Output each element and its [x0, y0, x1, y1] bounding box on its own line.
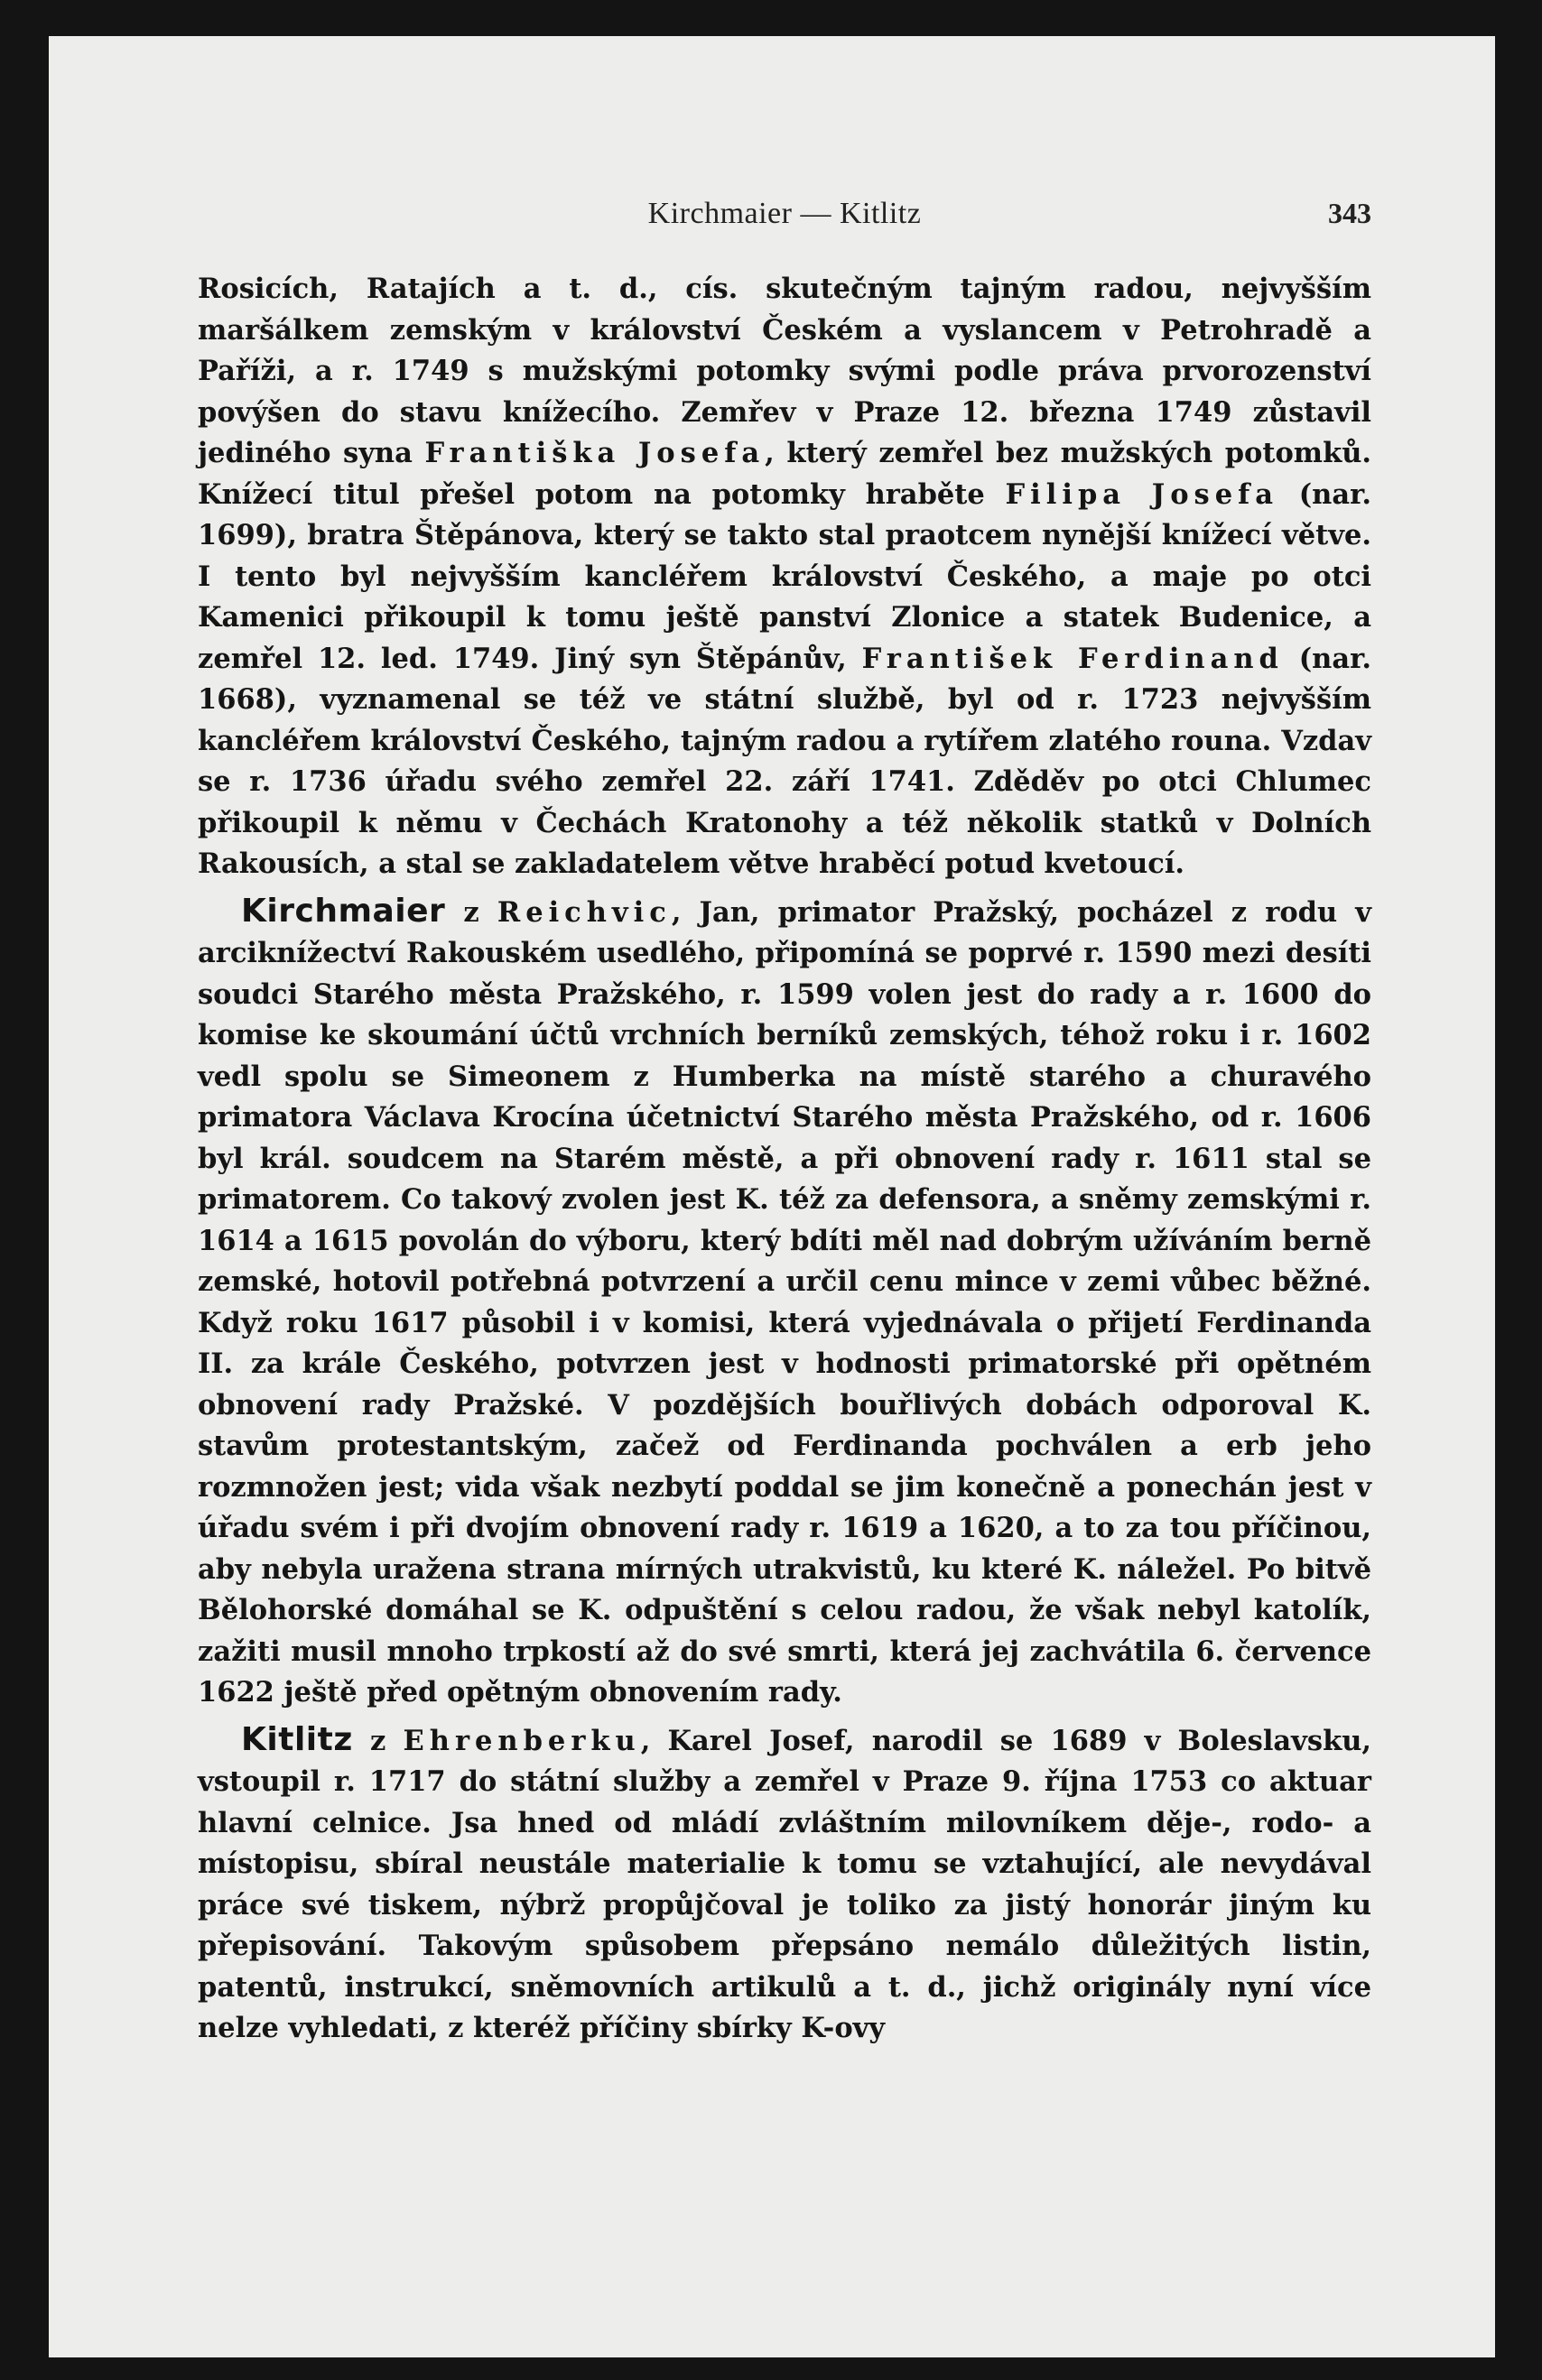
- headword-kirchmaier: Kirchmaier: [241, 892, 446, 930]
- spaced-name: Františka Josefa: [424, 437, 766, 469]
- book-page: [49, 36, 1495, 2357]
- spaced-name: Filipa Josefa: [1005, 477, 1278, 511]
- text-run: , Jan, primator Pražský, pocházel z rodu v arciknížectví Rakouském usedlého, připomíná se poprvé r. 1590 mezi desíti soudci Starého města Pražského, r. 1599 volen jest do rady a r. 1600 do komise ke skoumání účtů vrchních berníků zemských, téhož roku i r. 1602 vedl spolu se Simeonem z Humberka na místě starého a churavého primatora Václava Krocína účetnictví Starého města Pražského, od r. 1606 byl král. soudcem na Starém městě, a při obnovení rady r. 1611 stal se primatorem. Co takový zvolen jest K. též za defensora, a sněmy zemskými r. 1614 a 1615 povolán do výboru, který bdíti měl nad dobrým užíváním berně zemské, hotovil potřebná potvrzení a určil cenu mince v zemi vůbec běžné. Když roku 1617 působil i v komisi, která vyjednávala o přijetí Ferdinanda II. za krále Českého, potvrzen jest v hodnosti primatorské při opětném obnovení rady Pražské. V pozdějších bouřlivých dobách odporoval K. stavům protestantským, začež od Ferdinanda pochválen a erb jeho rozmnožen jest; vida však nezbytí poddal se jim konečně a ponechán jest v úřadu svém i při dvojím obnovení rady r. 1619 a 1620, a to za tou příčinou, aby nebyla uražena strana mírných utrakvistů, ku které K. náležel. Po bitvě Bělohorské domáhal se K. odpuštění s celou radou, že však nebyl katolík, zažiti musil mnoho trpkostí až do své smrti, která jej zachvátila 6. července 1622 ještě před opětným obnovením rady.: [198, 895, 1371, 1709]
- running-head: Kirchmaier — Kitlitz: [647, 197, 922, 230]
- spaced-name: František Ferdinand: [861, 642, 1284, 675]
- text-run: (nar. 1668), vyznamenal se též ve státní službě, byl od r. 1723 nejvyšším kancléřem království Českého, tajným radou a rytířem zlatého rouna. Vzdav se r. 1736 úřadu svého zemřel 22. září 1741. Zděděv po otci Chlumec přikoupil k němu v Čechách Kratonohy a též několik statků v Dolních Rakousích, a stal se zakladatelem větve hraběcí potud kvetoucí.: [198, 642, 1372, 880]
- headword-kitlitz: Kitlitz: [241, 1720, 353, 1758]
- continuation-paragraph: [198, 269, 1371, 885]
- text-run: (nar. 1699), bratra Štěpánova, který se takto stal praotcem nynější knížecí větve. I tento byl nejvyšším kancléřem království Českého, a maje po otci Kamenici přikoupil k tomu ještě panství Zlonice a statek Budenice, a zemřel 12. led. 1749. Jiný syn Štěpánův,: [198, 477, 1371, 675]
- text-run: Rosicích, Ratajích a t. d., cís. skutečným tajným radou, nejvyšším maršálkem zemským v království Českém a vyslancem v Petrohradě a Paříži, a r. 1749 s mužskými potomky svými podle práva prvorozenství povýšen do stavu knížecího. Zemřev v Praze 12. března 1749 zůstavil jediného syna: [198, 273, 1371, 469]
- spaced-place: Reichvic: [497, 895, 672, 929]
- entry-kitlitz: [198, 1719, 1371, 2050]
- page-header: [198, 197, 1371, 251]
- page-content: [198, 197, 1371, 2050]
- text-run: , Karel Josef, narodil se 1689 v Boleslavsku, vstoupil r. 1717 do státní služby a zemřel v Praze 9. října 1753 co aktuar hlavní celnice. Jsa hned od mládí zvláštním milovníkem děje-, rodo- a místopisu, sbíral neustále materialie k tomu se vztahující, ale nevydával práce své tiskem, nýbrž propůjčoval je toliko za jistý honorár jiným ku přepisování. Takovým spůsobem přepsáno nemálo důležitých listin, patentů, instrukcí, sněmovních artikulů a t. d., jichž originály nyní více nelze vyhledati, z kteréž příčiny sbírky K-ovy: [198, 1724, 1372, 2044]
- page-number: 343: [1328, 197, 1371, 229]
- text-run: , který zemřel bez mužských potomků. Knížecí titul přešel potom na potomky hraběte: [198, 437, 1371, 511]
- text-run: z: [445, 895, 497, 929]
- text-run: z: [352, 1724, 404, 1757]
- entry-kirchmaier: [198, 891, 1371, 1714]
- spaced-place: Ehrenberku: [403, 1724, 641, 1757]
- body-text: [198, 269, 1371, 2050]
